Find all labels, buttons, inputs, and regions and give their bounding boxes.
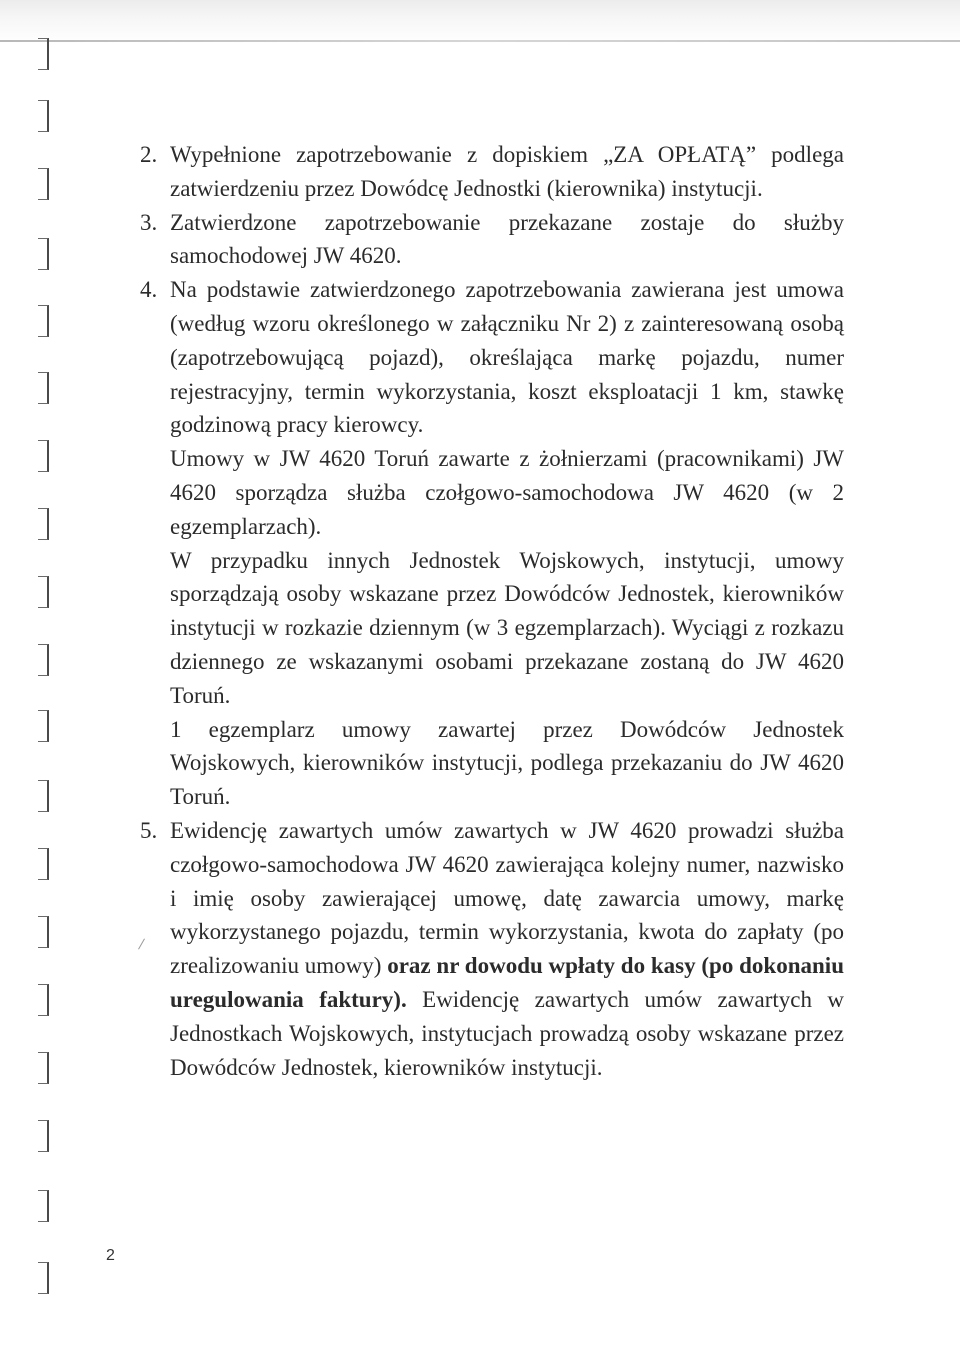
- binding-bracket: [38, 508, 49, 540]
- paragraph-text: Ewidencję zawartych umów zawartych w Jednostkach Wojskowych, instytucjach prowadzą osoby wskazane przez Dowódców Jednostek, kierowników instytucji.: [170, 986, 844, 1080]
- paragraph: 1 egzemplarz umowy zawartej przez Dowódców Jednostek Wojskowych, kierowników instytucji, podlega przekazaniu do JW 4620 Toruń.: [170, 716, 844, 810]
- binding-bracket: [38, 372, 49, 404]
- binding-bracket: [38, 848, 49, 880]
- page-number: 2: [106, 1247, 115, 1264]
- paragraph: Umowy w JW 4620 Toruń zawarte z żołnierzami (pracownikami) JW 4620 sporządza służba czołgowo-samochodowa JW 4620 (w 2 egzemplarzach).: [170, 446, 844, 539]
- binding-bracket: [38, 984, 49, 1016]
- binding-bracket: [38, 576, 49, 608]
- binding-bracket: [38, 168, 49, 200]
- binding-bracket: [38, 238, 49, 270]
- binding-marks: [16, 0, 46, 1356]
- binding-bracket: [38, 644, 49, 676]
- binding-bracket: [38, 38, 49, 70]
- binding-bracket: [38, 1120, 49, 1152]
- numbered-list: [140, 138, 844, 1084]
- binding-bracket: [38, 440, 49, 472]
- item-number: 4.: [140, 277, 158, 303]
- paragraph: W przypadku innych Jednostek Wojskowych, instytucji, umowy sporządzają osoby wskazane przez Dowódców Jednostek, kierowników instytucji w rozkazie dziennym (w 3 egzemplarzach). Wyciągi z rozkazu dziennego ze wskazanymi osobami przekazane zostaną do JW 4620 Toruń.: [170, 547, 844, 708]
- item-number: 2.: [140, 142, 158, 167]
- binding-bracket: [38, 780, 49, 812]
- paragraph-text: Ewidencję zawartych umów zawartych w JW 4620 prowadzi służba czołgowo-samochodowa JW 4620 zawierająca kolejny numer, nazwisko i imię osoby zawierającej umowę, datę zawarcia umowy, markę wykorzystanego pojazdu, termin wykorzystania, kwota do zapłaty (po zrealizowaniu umowy): [170, 817, 844, 979]
- list-item-3: [140, 206, 844, 274]
- paragraph: Na podstawie zatwierdzonego zapotrzebowania zawierana jest umowa (według wzoru określonego w załączniku Nr 2) z zainteresowaną osobą (zapotrzebowującą pojazd), określająca markę pojazdu, numer rejestracyjny, termin wykorzystania, koszt eksploatacji 1 km, stawkę godzinową pracy kierowcy.: [170, 277, 844, 438]
- list-item-2: [140, 138, 844, 206]
- binding-bracket: [38, 1262, 49, 1294]
- paragraph: Zatwierdzone zapotrzebowanie przekazane zostaje do służby samochodowej JW 4620.: [170, 209, 844, 269]
- binding-bracket: [38, 710, 49, 742]
- binding-bracket: [38, 1052, 49, 1084]
- paragraph: Wypełnione zapotrzebowanie z dopiskiem „ZA OPŁATĄ” podlega zatwierdzeniu przez Dowódcę Jednostki (kierownika) instytucji.: [170, 142, 844, 201]
- list-item-5: [140, 814, 844, 1084]
- scan-shadow-top: [0, 0, 960, 44]
- binding-bracket: [38, 1190, 49, 1222]
- binding-bracket: [38, 916, 49, 948]
- item-number: 3.: [140, 209, 158, 235]
- binding-bracket: [38, 305, 49, 337]
- list-item-4: [140, 273, 844, 814]
- bold-text: oraz nr dowodu wpłaty do kasy (po dokonaniu uregulowania faktury).: [170, 953, 844, 1012]
- item-number: 5.: [140, 817, 158, 843]
- paragraph: [170, 814, 844, 1084]
- scan-edge-line: [0, 40, 960, 42]
- binding-bracket: [38, 100, 49, 132]
